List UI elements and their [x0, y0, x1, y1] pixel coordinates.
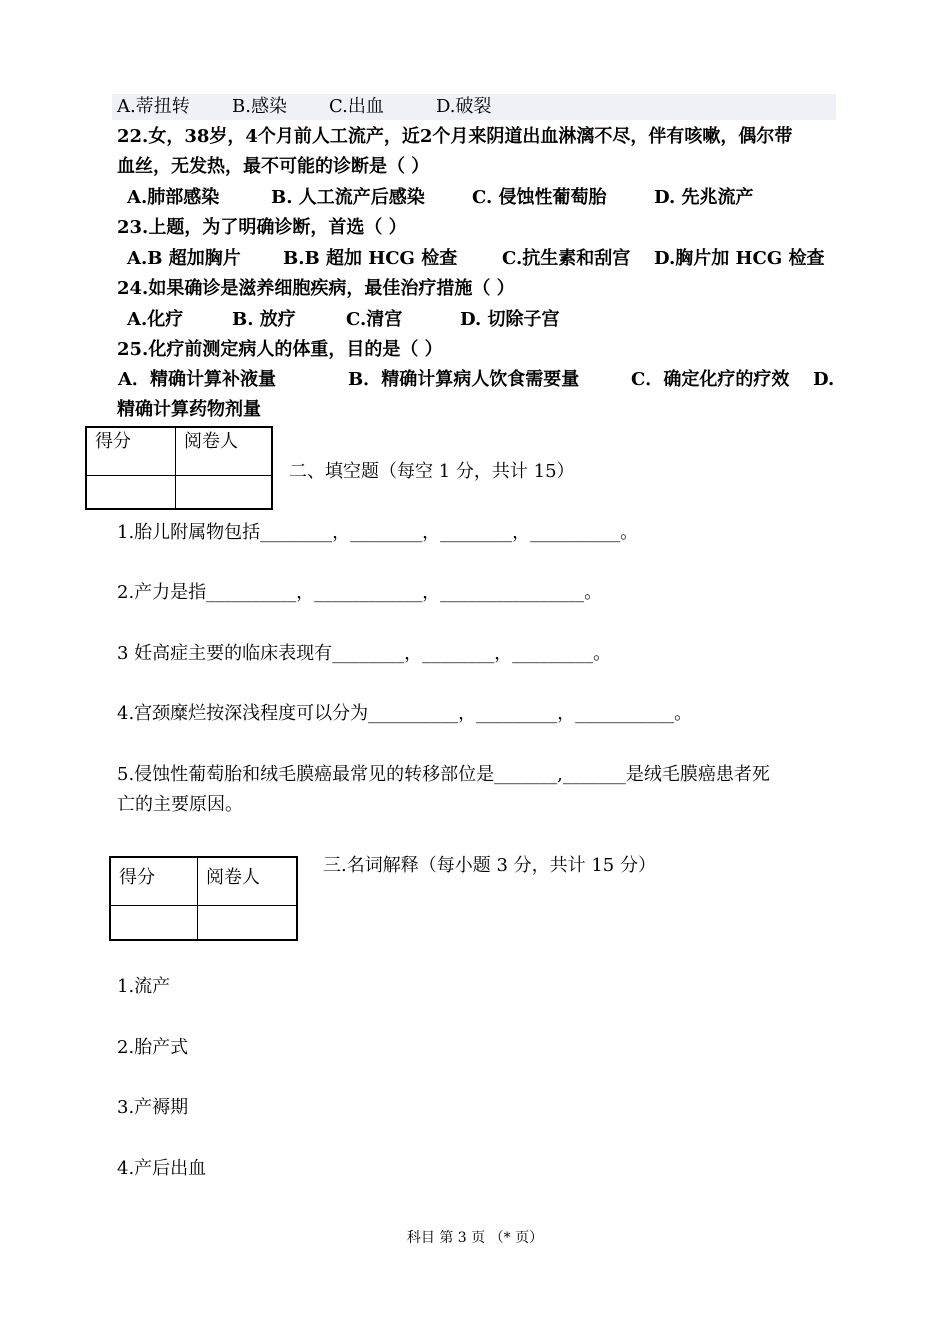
score-cell	[110, 905, 198, 940]
fill-item-5-cont: 亡的主要原因。	[117, 794, 243, 815]
q22-option-c: C. 侵蚀性葡萄胎	[472, 187, 607, 208]
q24-option-d: D. 切除子宫	[460, 309, 560, 330]
fill-item-2: 2.产力是指__________，____________，________________。	[117, 582, 603, 603]
q25-option-b: B．精确计算病人饮食需要量	[348, 369, 580, 390]
q23-option-a: A.B 超加胸片	[127, 248, 241, 269]
term-item-2: 2.胎产式	[117, 1037, 189, 1058]
q22-stem-line2: 血丝，无发热，最不可能的诊断是（ ）	[117, 156, 430, 177]
reviewer-label: 阅卷人	[176, 427, 273, 475]
q24-option-a: A.化疗	[127, 309, 184, 330]
reviewer-label: 阅卷人	[198, 857, 298, 905]
term-item-3: 3.产褥期	[117, 1097, 189, 1118]
q21-option-a: A.蒂扭转	[117, 96, 190, 117]
q24-option-c: C.清宫	[346, 309, 403, 330]
q21-option-d: D.破裂	[436, 96, 492, 117]
score-label: 得分	[110, 857, 198, 905]
q22-stem-line1: 22.女，38岁，4个月前人工流产，近2个月来阴道出血淋漓不尽，伴有咳嗽，偶尔带	[117, 126, 793, 147]
q23-option-c: C.抗生素和刮宫	[502, 248, 631, 269]
fill-item-3: 3 妊高症主要的临床表现有________，________，_________。	[117, 643, 612, 664]
q24-option-b: B. 放疗	[232, 309, 296, 330]
q23-option-b: B.B 超加 HCG 检查	[283, 248, 458, 269]
term-item-1: 1.流产	[117, 976, 171, 997]
q23-option-d: D.胸片加 HCG 检查	[654, 248, 825, 269]
page-footer: 科目 第 3 页 （* 页）	[406, 1230, 544, 1246]
q25-stem: 25.化疗前测定病人的体重，目的是（ ）	[117, 339, 443, 360]
q22-option-a: A.肺部感染	[127, 187, 220, 208]
section3-title: 三.名词解释（每小题 3 分，共计 15 分）	[323, 855, 656, 876]
score-cell	[86, 475, 176, 509]
fill-item-1: 1.胎儿附属物包括________，________，________，__________。	[117, 522, 639, 543]
q25-option-d-cont: 精确计算药物剂量	[117, 399, 261, 420]
q21-option-b: B.感染	[232, 96, 287, 117]
q23-stem: 23.上题，为了明确诊断，首选（ ）	[117, 217, 407, 238]
q22-option-d: D. 先兆流产	[654, 187, 754, 208]
reviewer-cell	[176, 475, 273, 509]
score-label: 得分	[86, 427, 176, 475]
score-table-2	[109, 856, 298, 941]
fill-item-5: 5.侵蚀性葡萄胎和绒毛膜癌最常见的转移部位是_______,_______是绒毛膜癌患者死	[117, 764, 770, 785]
score-table-1	[85, 426, 273, 510]
term-item-4: 4.产后出血	[117, 1158, 207, 1179]
q21-option-c: C.出血	[329, 96, 384, 117]
q25-option-c: C．确定化疗的疗效	[631, 369, 790, 390]
reviewer-cell	[198, 905, 298, 940]
section2-title: 二、填空题（每空 1 分，共计 15）	[289, 461, 575, 482]
q25-option-a: A．精确计算补液量	[118, 369, 276, 390]
fill-item-4: 4.宫颈糜烂按深浅程度可以分为__________，_________，___________。	[117, 703, 693, 724]
q22-option-b: B. 人工流产后感染	[271, 187, 425, 208]
q25-option-d: D.	[813, 369, 835, 390]
q24-stem: 24.如果确诊是滋养细胞疾病，最佳治疗措施（ ）	[117, 278, 515, 299]
